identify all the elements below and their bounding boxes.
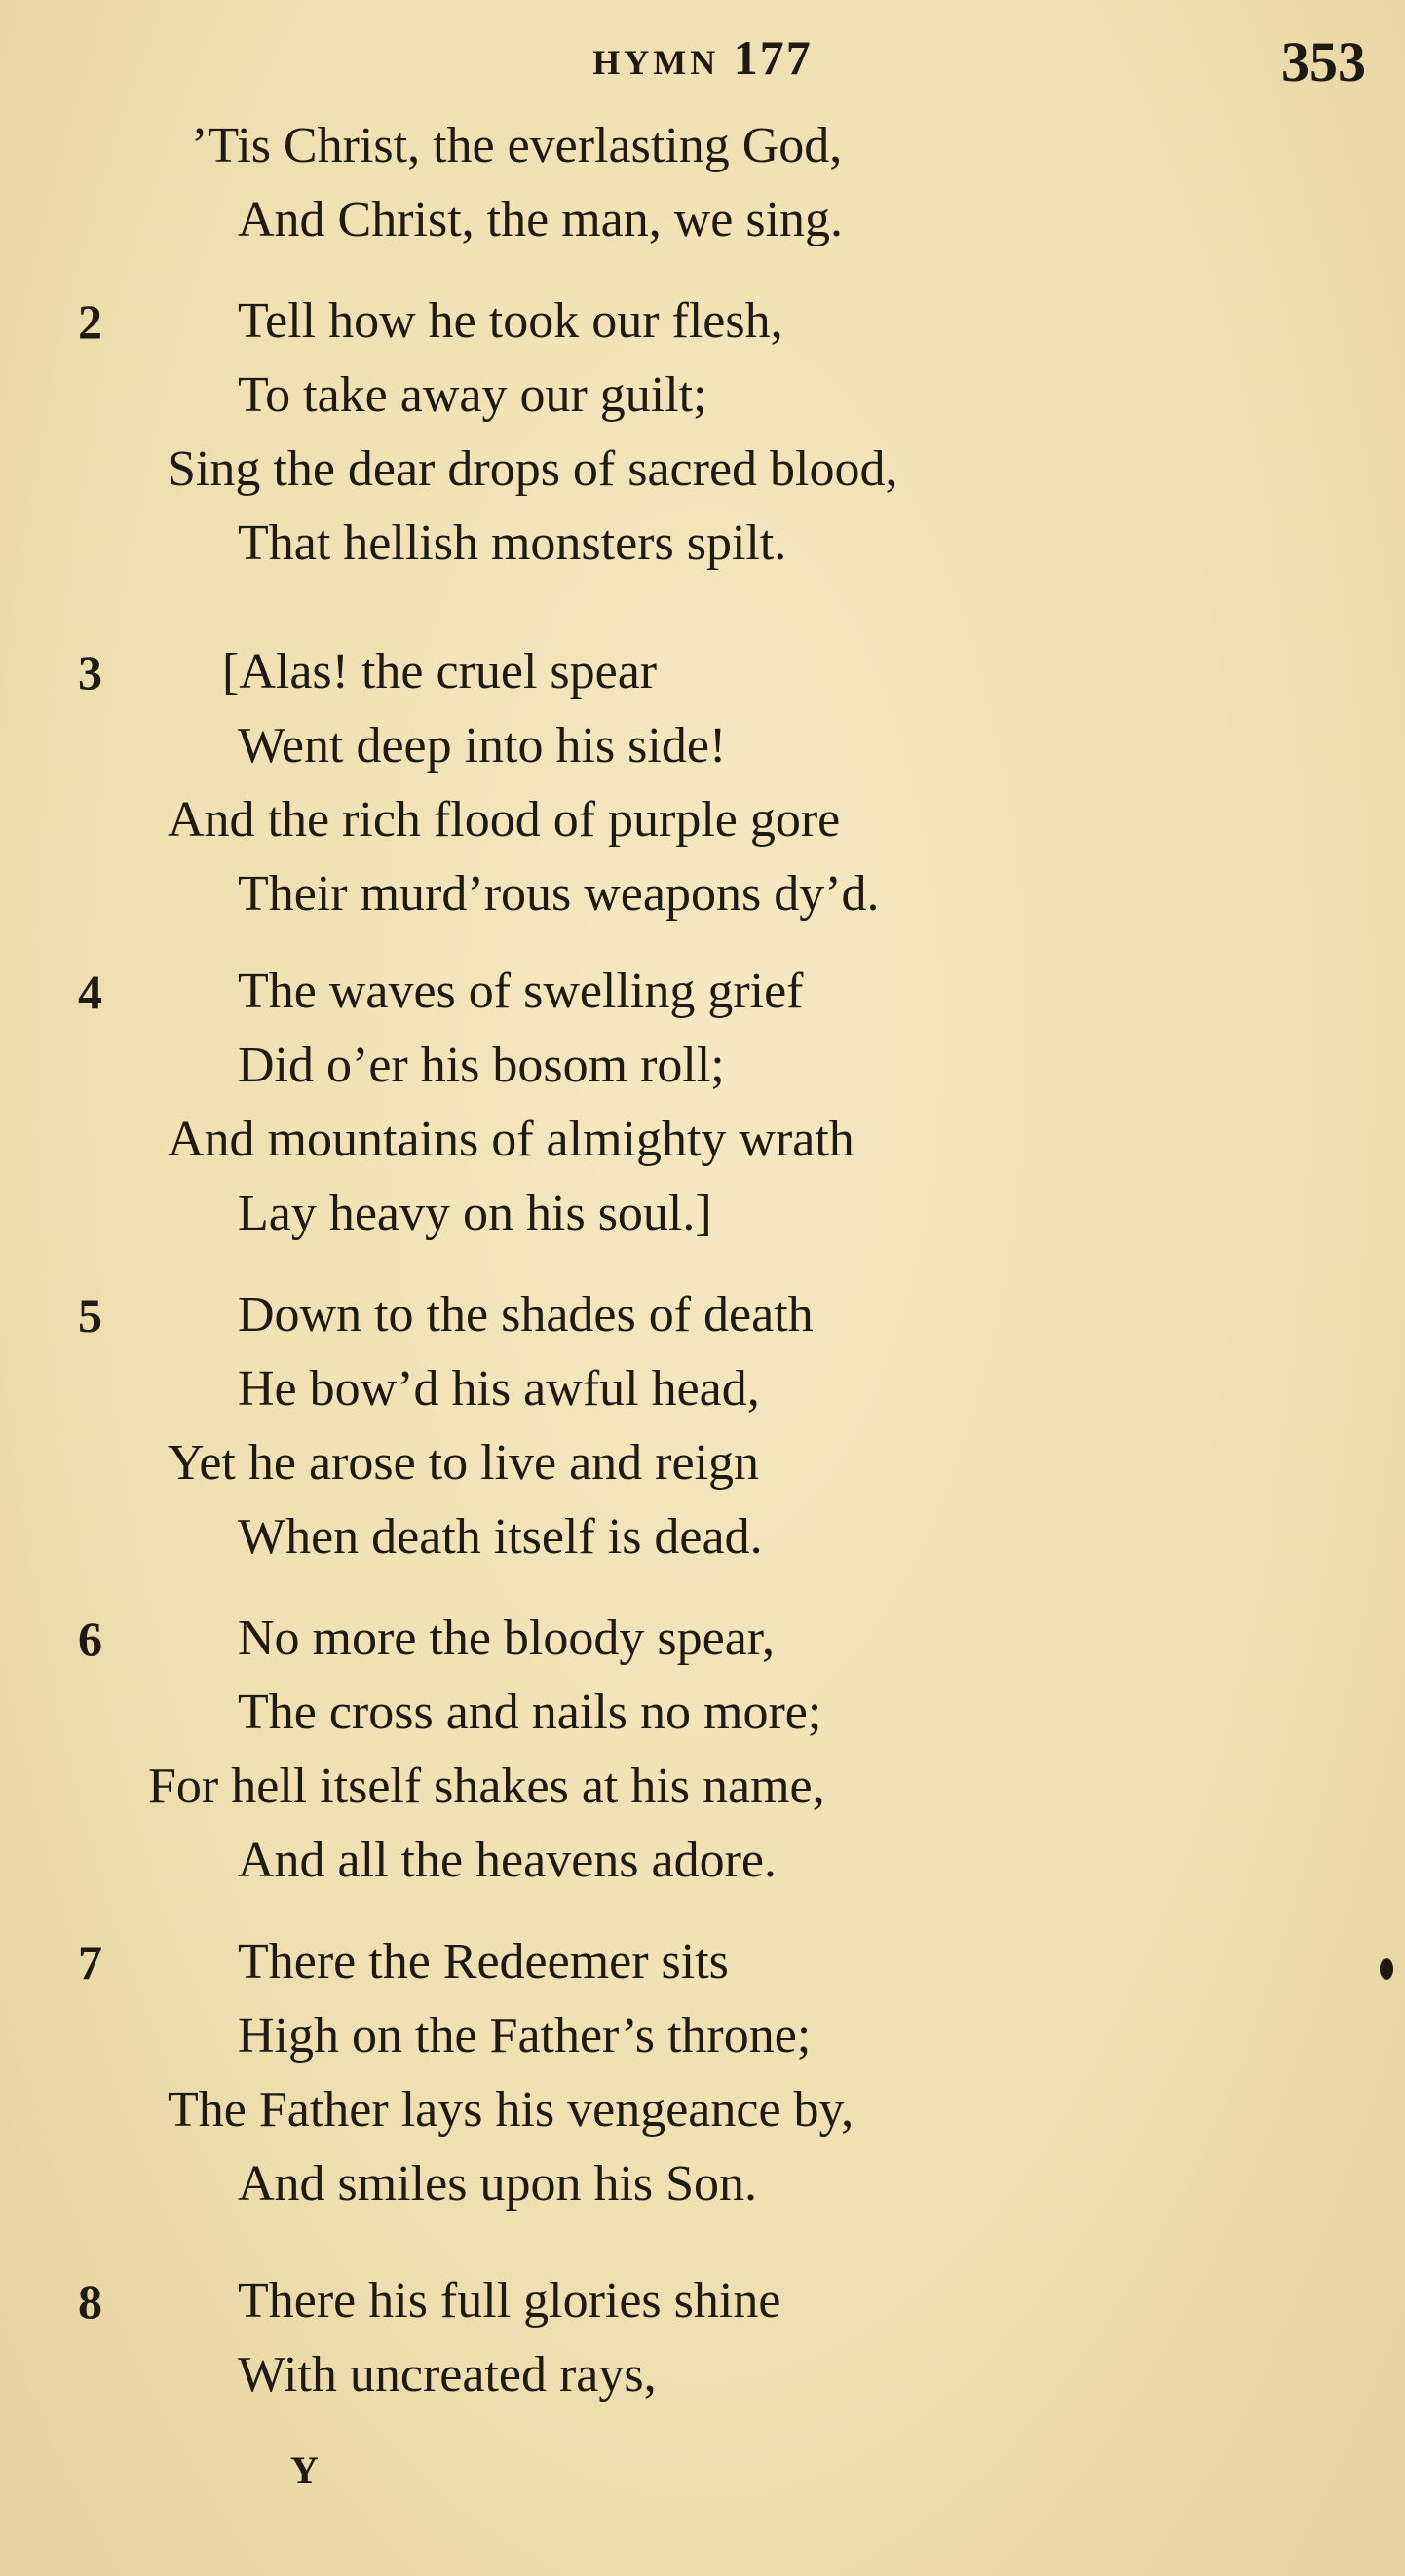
verse-8-line-2: With uncreated rays,: [238, 2347, 657, 2403]
verse-5-line-2: He bow’d his awful head,: [238, 1361, 760, 1417]
verse-number-3: 3: [78, 645, 102, 700]
verse-number-2: 2: [78, 294, 102, 349]
verse-7-line-4: And smiles upon his Son.: [238, 2156, 758, 2212]
verse-5-line-3: Yet he arose to live and reign: [168, 1435, 760, 1491]
verse-2-line-3: Sing the dear drops of sacred blood,: [168, 441, 898, 497]
printer-signature-mark: Y: [290, 2448, 319, 2492]
verse-1-line-4: And Christ, the man, we sing.: [238, 192, 844, 247]
verse-4-line-2: Did o’er his bosom roll;: [238, 1038, 725, 1093]
verse-6-line-1: No more the bloody spear,: [238, 1610, 776, 1666]
verse-2-line-4: That hellish monsters spilt.: [238, 515, 787, 571]
verse-number-5: 5: [78, 1288, 102, 1343]
verse-7-line-3: The Father lays his vengeance by,: [168, 2082, 854, 2138]
verse-3-line-2: Went deep into his side!: [238, 718, 727, 774]
verse-7-line-2: High on the Father’s throne;: [238, 2008, 812, 2064]
verse-number-7: 7: [78, 1935, 102, 1989]
header-hymn-number: 177: [733, 30, 813, 85]
verse-8-line-1: There his full glories shine: [238, 2273, 781, 2329]
verse-number-8: 8: [78, 2274, 102, 2329]
verse-2-line-1: Tell how he took our flesh,: [238, 293, 783, 349]
verse-5-line-1: Down to the shades of death: [238, 1287, 814, 1343]
verse-number-6: 6: [78, 1611, 102, 1666]
page-number: 353: [1281, 30, 1366, 94]
verse-6-line-4: And all the heavens adore.: [238, 1833, 778, 1888]
verse-3-line-3: And the rich flood of purple gore: [168, 792, 841, 848]
verse-2-line-2: To take away our guilt;: [238, 367, 707, 423]
verse-6-line-3: For hell itself shakes at his name,: [148, 1759, 825, 1814]
verse-5-line-4: When death itself is dead.: [238, 1509, 763, 1565]
header-hymn-label: HYMN: [592, 43, 720, 82]
verse-4-line-4: Lay heavy on his soul.]: [238, 1186, 712, 1241]
verse-7-line-1: There the Redeemer sits: [238, 1934, 729, 1989]
verse-4-line-3: And mountains of almighty wrath: [168, 1112, 854, 1167]
ink-speck: [1380, 1958, 1393, 1980]
running-header: [0, 29, 1405, 86]
verse-number-4: 4: [78, 965, 102, 1019]
verse-6-line-2: The cross and nails no more;: [238, 1685, 822, 1740]
verse-4-line-1: The waves of swelling grief: [238, 964, 804, 1019]
verse-3-line-1: [Alas! the cruel spear: [222, 644, 658, 700]
verse-1-line-3: ’Tis Christ, the everlasting God,: [191, 118, 843, 173]
verse-3-line-4: Their murd’rous weapons dy’d.: [238, 866, 880, 922]
